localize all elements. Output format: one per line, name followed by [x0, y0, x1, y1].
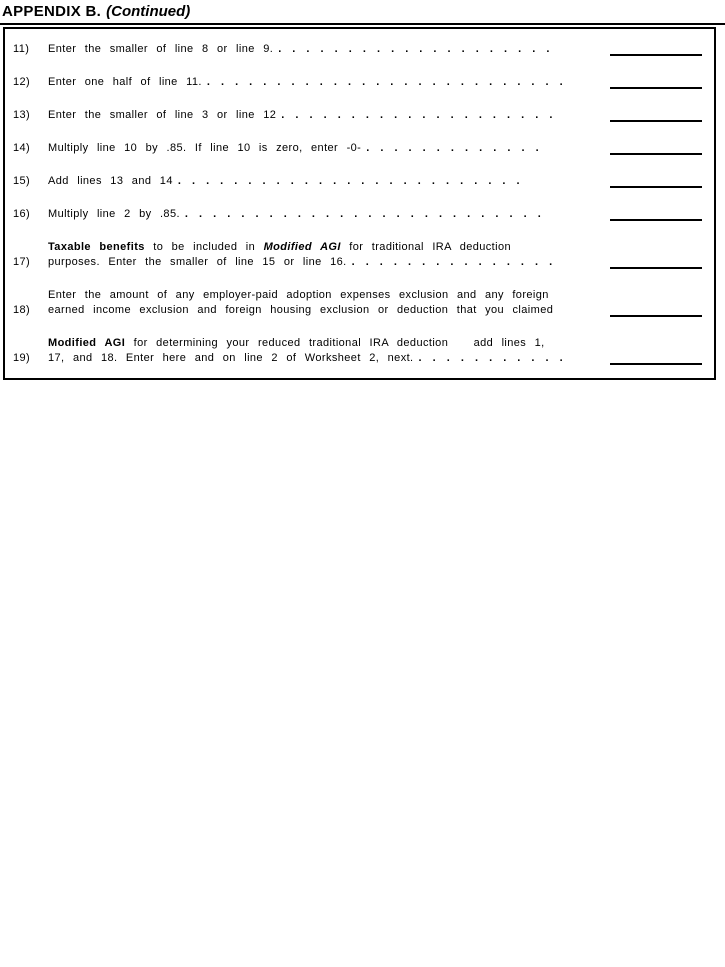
line-text [48, 42, 588, 57]
text-segment: 17, and 18. Enter here and on line 2 of Worksheet 2, next. [48, 352, 414, 364]
line-text-line [48, 207, 588, 222]
worksheet-row-18 [13, 288, 714, 318]
answer-blank-line [610, 153, 702, 155]
line-number: 12) [13, 76, 31, 88]
line-text-line [48, 351, 588, 366]
line-text-line [48, 336, 588, 351]
answer-blank-line [610, 219, 702, 221]
line-number: 15) [13, 175, 31, 187]
text-segment: Taxable benefits [48, 241, 145, 253]
answer-blank-line [610, 120, 702, 122]
line-text [48, 174, 588, 189]
line-text [48, 141, 588, 156]
dot-leader: . . . . . . . . . . . [418, 352, 563, 364]
line-text-line [48, 141, 588, 156]
worksheet-row-15 [13, 174, 714, 189]
worksheet-row-17 [13, 240, 714, 270]
line-number: 14) [13, 142, 31, 154]
worksheet-row-13 [13, 108, 714, 123]
line-text-line [48, 303, 588, 318]
line-text-line [48, 42, 588, 57]
answer-blank-line [610, 315, 702, 317]
line-text-line [48, 240, 588, 255]
page-header [0, 0, 725, 25]
answer-blank-line [610, 267, 702, 269]
worksheet-row-19 [13, 336, 714, 366]
appendix-title-continued: (Continued) [106, 3, 191, 20]
text-segment: Modified AGI [263, 241, 341, 253]
line-text-line [48, 288, 588, 303]
line-number: 19) [13, 352, 31, 364]
worksheet-rows [13, 42, 714, 366]
dot-leader: . . . . . . . . . . . . . . . . . . . . . . . . . [177, 175, 520, 187]
line-text-line [48, 75, 588, 90]
text-segment: earned income exclusion and foreign housing exclusion or deduction that you claimed [48, 304, 554, 316]
dot-leader: . . . . . . . . . . . . . . . . . . . . . . . . . . [184, 208, 541, 220]
text-segment: Enter one half of line 11. [48, 76, 202, 88]
text-segment: Enter the smaller of line 8 or line 9. [48, 43, 274, 55]
text-segment: Enter the amount of any employer-paid adoption expenses exclusion and any foreign [48, 289, 549, 301]
worksheet-row-16 [13, 207, 714, 222]
line-number: 11) [13, 43, 30, 55]
text-segment: for determining your reduced traditional IRA deduction add lines 1, [125, 337, 545, 349]
dot-leader: . . . . . . . . . . . . . . . . . . . . [278, 43, 550, 55]
dot-leader: . . . . . . . . . . . . . [366, 142, 539, 154]
text-segment: Multiply line 2 by .85. [48, 208, 180, 220]
worksheet-box [3, 27, 716, 380]
appendix-title: APPENDIX B. [2, 3, 102, 20]
line-text [48, 240, 588, 270]
worksheet-row-11 [13, 42, 714, 57]
text-segment: Multiply line 10 by .85. If line 10 is zero, enter -0- [48, 142, 362, 154]
text-segment: to be included in [144, 241, 264, 253]
line-text [48, 75, 588, 90]
line-text [48, 288, 588, 318]
line-text-line [48, 108, 588, 123]
answer-blank-line [610, 87, 702, 89]
dot-leader: . . . . . . . . . . . . . . . . . . . . . . . . . . [206, 76, 563, 88]
line-number: 16) [13, 208, 31, 220]
line-text [48, 207, 588, 222]
line-number: 18) [13, 304, 31, 316]
text-segment: Add lines 13 and 14 [48, 175, 173, 187]
answer-blank-line [610, 186, 702, 188]
dot-leader: . . . . . . . . . . . . . . . [351, 256, 553, 268]
answer-blank-line [610, 54, 702, 56]
line-number: 13) [13, 109, 31, 121]
line-text [48, 336, 588, 366]
line-text-line [48, 255, 588, 270]
text-segment: Enter the smaller of line 3 or line 12 [48, 109, 277, 121]
line-text-line [48, 174, 588, 189]
worksheet-row-14 [13, 141, 714, 156]
line-number: 17) [13, 256, 31, 268]
line-text [48, 108, 588, 123]
answer-blank-line [610, 363, 702, 365]
text-segment: Modified AGI [48, 337, 126, 349]
text-segment: for traditional IRA deduction [340, 241, 512, 253]
text-segment: purposes. Enter the smaller of line 15 or line 16. [48, 256, 347, 268]
dot-leader: . . . . . . . . . . . . . . . . . . . . [281, 109, 553, 121]
worksheet-row-12 [13, 75, 714, 90]
